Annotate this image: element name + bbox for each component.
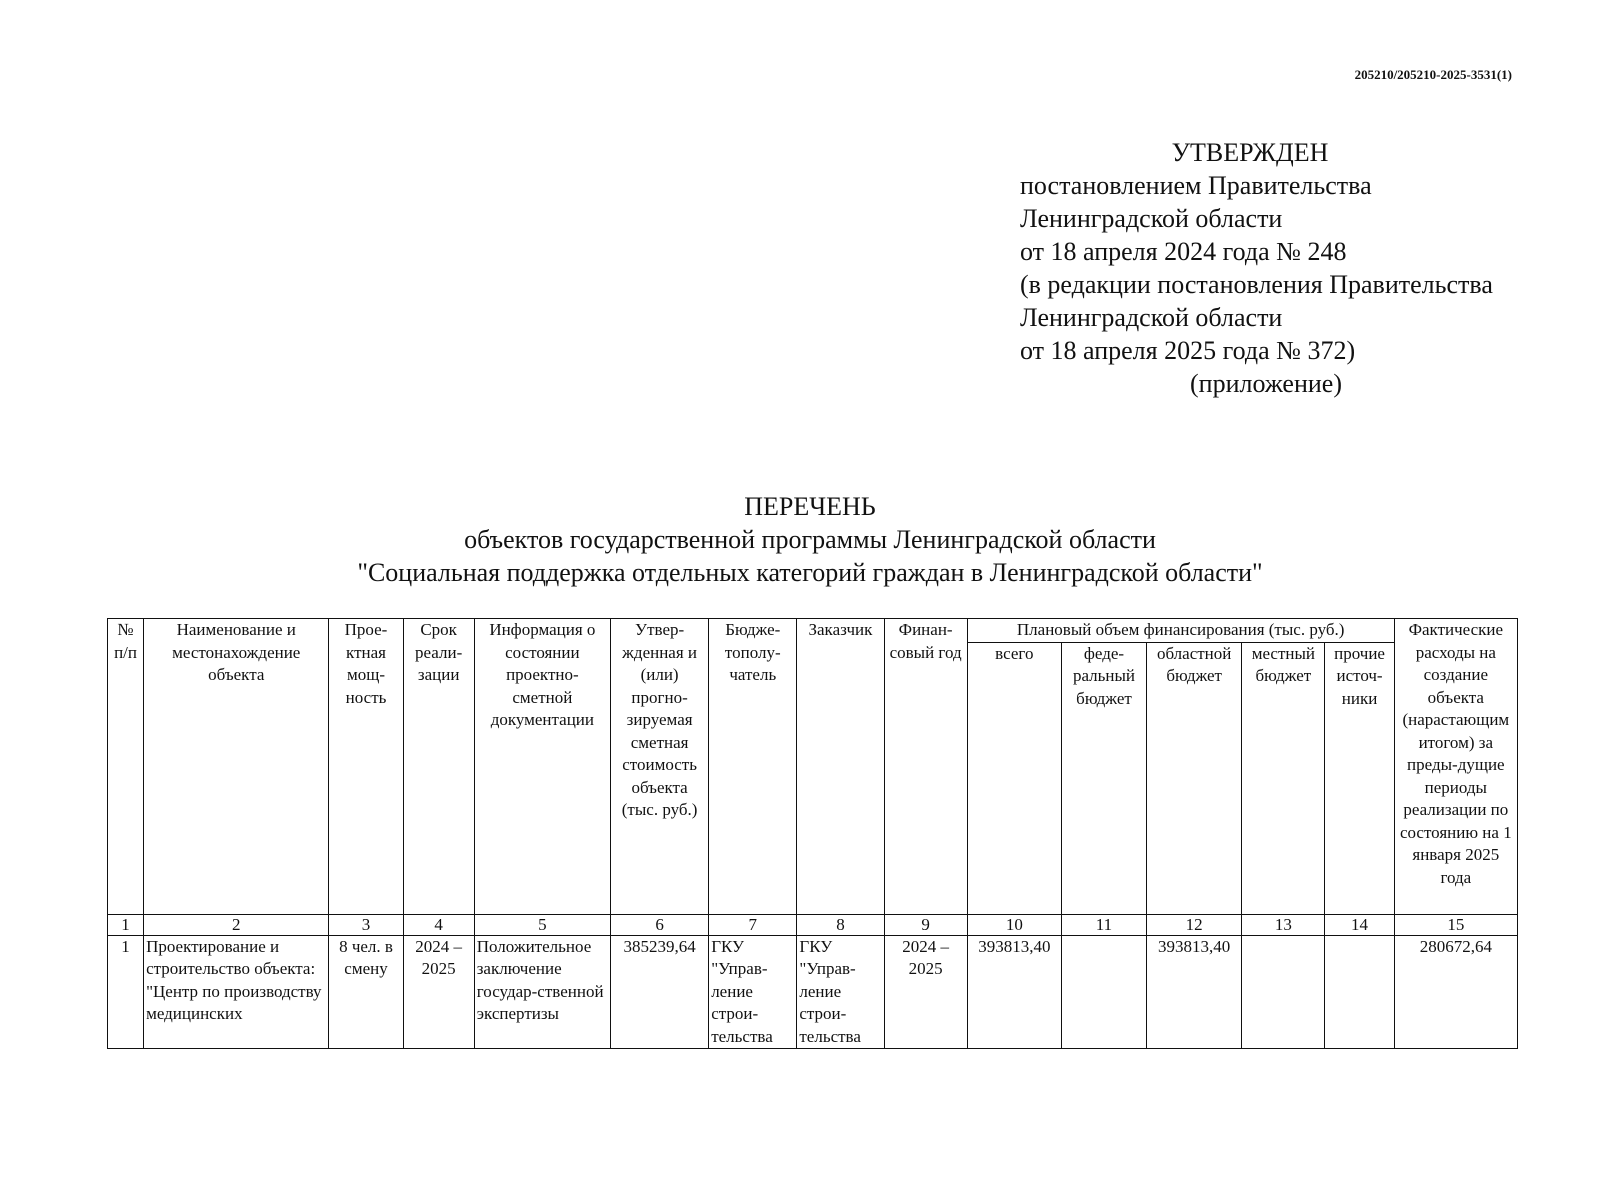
approval-stamp	[1020, 136, 1520, 400]
header-capacity: Прое-ктная мощ-ность	[329, 619, 403, 915]
cell-regional: 393813,40	[1147, 935, 1242, 1049]
column-number: 2	[144, 914, 329, 935]
cell-num: 1	[108, 935, 144, 1049]
cell-customer: ГКУ "Управ-ление строи-тельства	[797, 935, 884, 1049]
header-local: местный бюджет	[1242, 642, 1325, 914]
cell-other	[1325, 935, 1394, 1049]
header-other: прочие источ-ники	[1325, 642, 1394, 914]
cell-capacity: 8 чел. в смену	[329, 935, 403, 1049]
approval-line: (в редакции постановления Правительства	[1020, 270, 1493, 299]
column-number: 11	[1061, 914, 1146, 935]
approval-line: постановлением Правительства	[1020, 171, 1372, 200]
approval-appendix: (приложение)	[1190, 369, 1343, 398]
column-number: 12	[1147, 914, 1242, 935]
objects-table	[107, 618, 1518, 1049]
header-total: всего	[967, 642, 1061, 914]
column-number: 8	[797, 914, 884, 935]
approval-heading: УТВЕРЖДЕН	[1171, 138, 1329, 167]
cell-recipient: ГКУ "Управ-ление строи-тельства	[709, 935, 797, 1049]
title-main: ПЕРЕЧЕНЬ	[744, 492, 876, 521]
cell-fin-year: 2024 – 2025	[884, 935, 967, 1049]
header-actual: Фактические расходы на создание объекта (нарастающим итогом) за преды-дущие периоды реализации по состоянию на 1 января 2025 года	[1394, 619, 1517, 915]
approval-line: от 18 апреля 2025 года № 372)	[1020, 336, 1356, 365]
cell-cost: 385239,64	[611, 935, 709, 1049]
column-number: 4	[403, 914, 474, 935]
header-name: Наименование и местонахождение объекта	[144, 619, 329, 915]
cell-docs-info: Положительное заключение государ-ственной экспертизы	[474, 935, 610, 1049]
column-number: 5	[474, 914, 610, 935]
header-num: № п/п	[108, 619, 144, 915]
column-numbers-row	[108, 914, 1518, 935]
title-line-2: объектов государственной программы Ленинградской области	[464, 525, 1156, 554]
column-number: 14	[1325, 914, 1394, 935]
cell-federal	[1061, 935, 1146, 1049]
header-regional: областной бюджет	[1147, 642, 1242, 914]
column-number: 6	[611, 914, 709, 935]
column-number: 3	[329, 914, 403, 935]
title-line-3: "Социальная поддержка отдельных категорий граждан в Ленинградской области"	[357, 558, 1263, 587]
approval-lines	[1020, 169, 1520, 367]
column-number: 7	[709, 914, 797, 935]
approval-line: от 18 апреля 2024 года № 248	[1020, 237, 1347, 266]
header-term: Срок реали-зации	[403, 619, 474, 915]
document-title	[0, 490, 1620, 589]
column-number: 9	[884, 914, 967, 935]
header-cost: Утвер-жденная и (или) прогно-зируемая сметная стоимость объекта (тыс. руб.)	[611, 619, 709, 915]
header-planned-group: Плановый объем финансирования (тыс. руб.)	[967, 619, 1394, 643]
column-number: 1	[108, 914, 144, 935]
cell-actual: 280672,64	[1394, 935, 1517, 1049]
header-docs-info: Информация о состоянии проектно-сметной документации	[474, 619, 610, 915]
header-recipient: Бюдже-тополу-чатель	[709, 619, 797, 915]
cell-total: 393813,40	[967, 935, 1061, 1049]
document-id: 205210/205210-2025-3531(1)	[1354, 67, 1512, 82]
header-federal: феде-ральный бюджет	[1061, 642, 1146, 914]
header-fin-year: Финан-совый год	[884, 619, 967, 915]
cell-term: 2024 – 2025	[403, 935, 474, 1049]
cell-name: Проектирование и строительство объекта: "Центр по производству медицинских	[144, 935, 329, 1049]
cell-local	[1242, 935, 1325, 1049]
approval-line: Ленинградской области	[1020, 204, 1283, 233]
approval-line: Ленинградской области	[1020, 303, 1283, 332]
column-number: 15	[1394, 914, 1517, 935]
table-row	[108, 935, 1518, 1049]
table-header-row	[108, 619, 1518, 643]
header-customer: Заказчик	[797, 619, 884, 915]
column-number: 13	[1242, 914, 1325, 935]
column-number: 10	[967, 914, 1061, 935]
